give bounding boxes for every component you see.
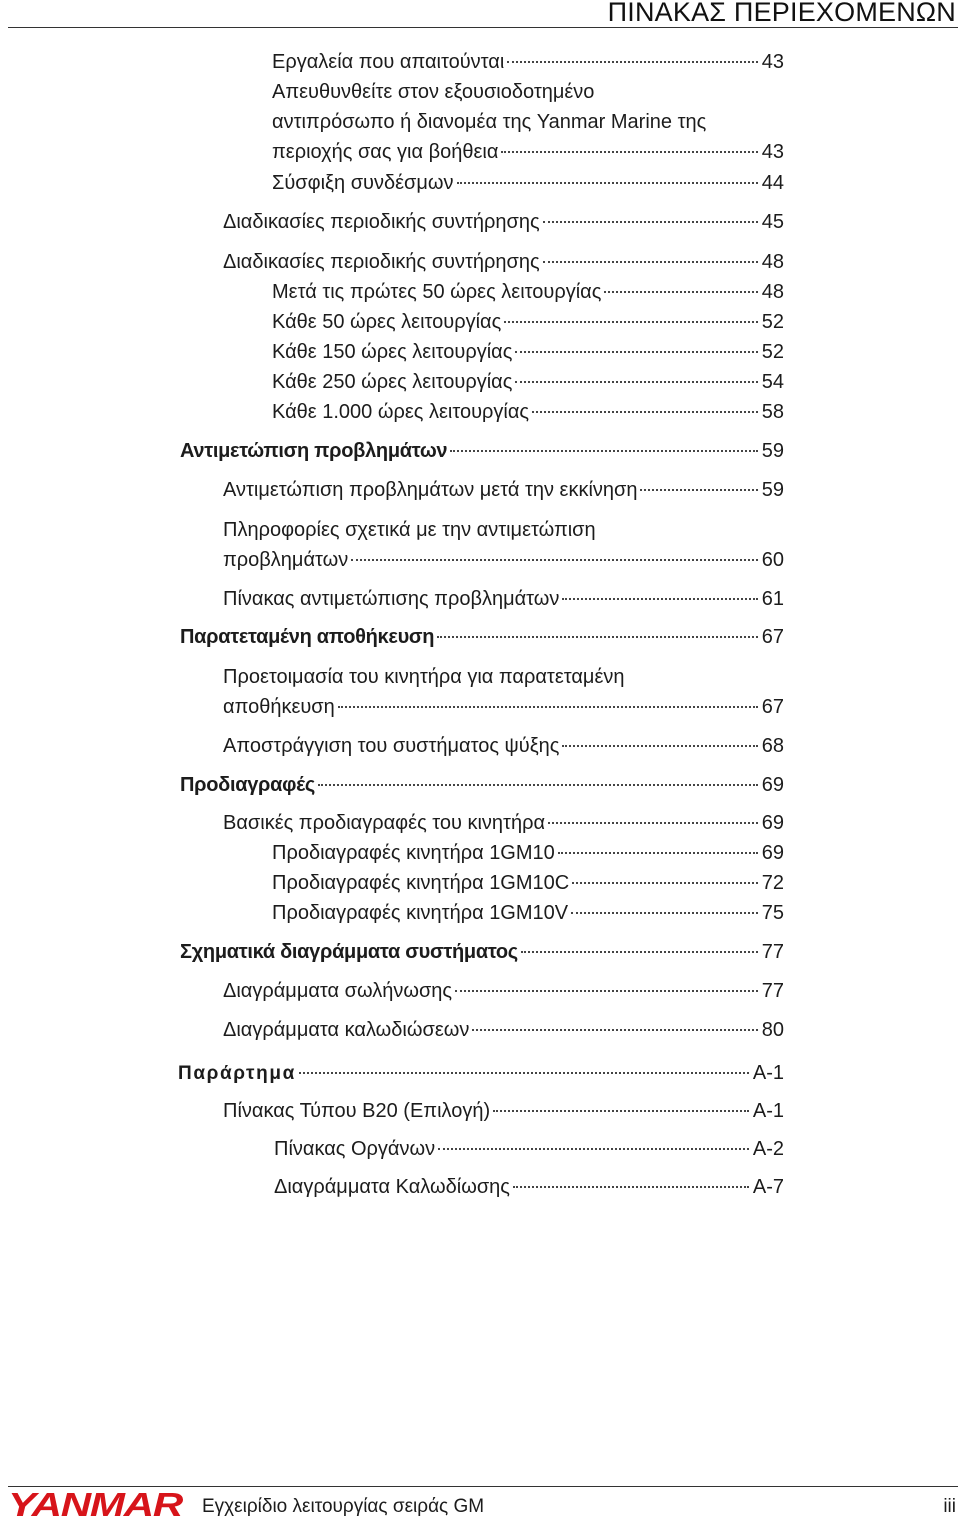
- toc-entry-page: 69: [761, 812, 784, 834]
- toc-dot-leader: [338, 705, 758, 708]
- toc-dot-leader: [548, 821, 758, 824]
- toc-entry-title: Κάθε 250 ώρες λειτουργίας: [272, 371, 513, 393]
- toc-dot-leader: [572, 881, 758, 884]
- toc-dot-leader: [513, 1185, 749, 1188]
- toc-entry[interactable]: [223, 475, 784, 505]
- toc-entry-page: A-1: [752, 1062, 784, 1084]
- toc-dot-leader: [472, 1028, 757, 1031]
- toc-entry-page: 69: [761, 842, 784, 864]
- toc-entry-title: Κάθε 150 ώρες λειτουργίας: [272, 341, 513, 363]
- toc-entry[interactable]: [180, 622, 784, 652]
- yanmar-logo: [8, 1489, 184, 1519]
- toc-dot-leader: [532, 410, 758, 413]
- toc-entry-title: Κάθε 1.000 ώρες λειτουργίας: [272, 401, 530, 423]
- toc-entry-page: 52: [761, 311, 784, 333]
- toc-dot-leader: [640, 488, 757, 491]
- toc-entry-title: Διαγράμματα σωλήνωσης: [223, 980, 453, 1002]
- toc-dot-leader: [438, 1147, 749, 1150]
- toc-entry[interactable]: [272, 277, 784, 307]
- toc-entry-page: 69: [761, 774, 784, 796]
- toc-entry-title: Σχηματικά διαγράμματα συστήματος: [180, 941, 518, 963]
- toc-entry[interactable]: [272, 77, 784, 167]
- toc-dot-leader: [455, 989, 758, 992]
- toc-entry-title: αντιπρόσωπο ή διανομέα της Yanmar Marine της: [272, 111, 707, 133]
- toc-entry-title: Σύσφιξη συνδέσμων: [272, 172, 454, 194]
- toc-dot-leader: [604, 290, 757, 293]
- toc-entry-title: Πίνακας Τύπου B20 (Επιλογή): [223, 1100, 491, 1122]
- toc-entry[interactable]: [223, 1015, 784, 1045]
- toc-entry-title: Πίνακας Οργάνων: [274, 1138, 436, 1160]
- toc-entry-title: Αντιμετώπιση προβλημάτων μετά την εκκίνηση: [223, 479, 638, 501]
- toc-dot-leader: [493, 1109, 749, 1112]
- toc-dot-leader: [457, 181, 758, 184]
- toc-entry[interactable]: [178, 1058, 784, 1089]
- toc-dot-leader: [543, 220, 758, 223]
- toc-dot-leader: [318, 783, 758, 786]
- toc-dot-leader: [504, 320, 758, 323]
- toc-entry[interactable]: [223, 207, 784, 237]
- toc-entry-title: Διαγράμματα Καλωδίωσης: [274, 1176, 510, 1198]
- toc-entry-title: προβλημάτων: [223, 549, 349, 571]
- toc-entry[interactable]: [272, 337, 784, 367]
- toc-entry[interactable]: [223, 584, 784, 614]
- toc-entry-title: Προδιαγραφές κινητήρα 1GM10C: [272, 872, 570, 894]
- toc-dot-leader: [571, 911, 758, 914]
- toc-dot-leader: [437, 635, 758, 638]
- toc-entry-page: A-2: [752, 1138, 784, 1160]
- toc-entry-page: 80: [761, 1019, 784, 1041]
- toc-entry-page: 77: [761, 941, 784, 963]
- toc-entry-title: Κάθε 50 ώρες λειτουργίας: [272, 311, 502, 333]
- toc-dot-leader: [450, 449, 758, 452]
- toc-entry-title: Πληροφορίες σχετικά με την αντιμετώπιση: [223, 519, 596, 541]
- toc-entry-page: 68: [761, 735, 784, 757]
- toc-entry-title: Απευθυνθείτε στον εξουσιοδοτημένο: [272, 81, 595, 103]
- toc-entry-title: Διαδικασίες περιοδικής συντήρησης: [223, 211, 540, 233]
- toc-entry-title: Προετοιμασία του κινητήρα για παρατεταμένη: [223, 666, 625, 688]
- toc-entry-page: 43: [761, 51, 784, 73]
- toc-entry-title: Βασικές προδιαγραφές του κινητήρα: [223, 812, 546, 834]
- toc-dot-leader: [515, 350, 757, 353]
- toc-entry-title: Παρατεταμένη αποθήκευση: [180, 626, 435, 648]
- toc-entry-page: 75: [761, 902, 784, 924]
- toc-entry-page: 52: [761, 341, 784, 363]
- toc-dot-leader: [351, 558, 758, 561]
- manual-title: Εγχειρίδιο λειτουργίας σειράς GM: [202, 1496, 485, 1517]
- toc-entry[interactable]: [272, 307, 784, 337]
- toc-entry[interactable]: [272, 367, 784, 397]
- toc-entry[interactable]: [223, 247, 784, 277]
- toc-entry-title: Προδιαγραφές: [180, 774, 315, 796]
- toc-dot-leader: [299, 1071, 749, 1074]
- page-header-title: ΠΙΝΑΚΑΣ ΠΕΡΙΕΧΟΜΕΝΩΝ: [607, 0, 956, 27]
- toc-dot-leader: [501, 150, 757, 153]
- toc-entry-page: 67: [761, 696, 784, 718]
- toc-entry-title: Διαδικασίες περιοδικής συντήρησης: [223, 251, 540, 273]
- toc-dot-leader: [562, 744, 757, 747]
- toc-entry-title: Προδιαγραφές κινητήρα 1GM10V: [272, 902, 569, 924]
- toc-dot-leader: [507, 60, 757, 63]
- toc-entry-page: 45: [761, 211, 784, 233]
- toc-entry[interactable]: [180, 436, 784, 466]
- header-divider: [8, 27, 958, 28]
- toc-dot-leader: [543, 260, 758, 263]
- toc-entry-page: 59: [761, 479, 784, 501]
- toc-entry-page: A-7: [752, 1176, 784, 1198]
- toc-entry-page: 58: [761, 401, 784, 423]
- toc-entry-page: 44: [761, 172, 784, 194]
- toc-entry-page: 48: [761, 281, 784, 303]
- toc-entry[interactable]: [272, 868, 784, 898]
- footer-divider: [8, 1486, 958, 1487]
- toc-entry[interactable]: [272, 397, 784, 427]
- toc-dot-leader: [515, 380, 757, 383]
- toc-entry[interactable]: [180, 937, 784, 967]
- toc-entry[interactable]: [223, 515, 784, 575]
- toc-entry-page: 72: [761, 872, 784, 894]
- toc-dot-leader: [562, 597, 757, 600]
- toc-entry-title: Εργαλεία που απαιτούνται: [272, 51, 505, 73]
- toc-entry[interactable]: [272, 168, 784, 198]
- yanmar-logo-text: YANMAR: [8, 1489, 184, 1519]
- toc-entry-title: Μετά τις πρώτες 50 ώρες λειτουργίας: [272, 281, 602, 303]
- toc-entry-page: 67: [761, 626, 784, 648]
- toc-entry-page: 60: [761, 549, 784, 571]
- toc-entry-page: A-1: [752, 1100, 784, 1122]
- page-number: iii: [943, 1496, 956, 1517]
- toc-entry[interactable]: [223, 1096, 784, 1126]
- toc-entry-page: 48: [761, 251, 784, 273]
- toc-entry-title: Αντιμετώπιση προβλημάτων: [180, 440, 448, 462]
- toc-entry-title: Πίνακας αντιμετώπισης προβλημάτων: [223, 588, 560, 610]
- toc-dot-leader: [558, 851, 758, 854]
- toc-entry-title: περιοχής σας για βοήθεια: [272, 141, 499, 163]
- toc-entry-page: 54: [761, 371, 784, 393]
- toc-entry-title: Παράρτημα: [178, 1063, 296, 1084]
- toc-entry[interactable]: [272, 898, 784, 928]
- toc-entry[interactable]: [272, 47, 784, 77]
- toc-entry[interactable]: [272, 838, 784, 868]
- toc-entry-page: 59: [761, 440, 784, 462]
- toc-entry-title: αποθήκευση: [223, 696, 335, 718]
- toc-entry-page: 43: [761, 141, 784, 163]
- toc-entry-title: Διαγράμματα καλωδιώσεων: [223, 1019, 470, 1041]
- toc-entry[interactable]: [180, 770, 784, 800]
- toc-entry[interactable]: [223, 808, 784, 838]
- toc-entry-title: Προδιαγραφές κινητήρα 1GM10: [272, 842, 555, 864]
- toc-entry[interactable]: [223, 662, 784, 722]
- toc-entry[interactable]: [223, 731, 784, 761]
- toc-entry[interactable]: [223, 976, 784, 1006]
- toc-dot-leader: [521, 950, 758, 953]
- toc-entry[interactable]: [274, 1134, 784, 1164]
- toc-entry-title: Αποστράγγιση του συστήματος ψύξης: [223, 735, 560, 757]
- toc-entry-page: 77: [761, 980, 784, 1002]
- toc-entry-page: 61: [761, 588, 784, 610]
- toc-entry[interactable]: [274, 1172, 784, 1202]
